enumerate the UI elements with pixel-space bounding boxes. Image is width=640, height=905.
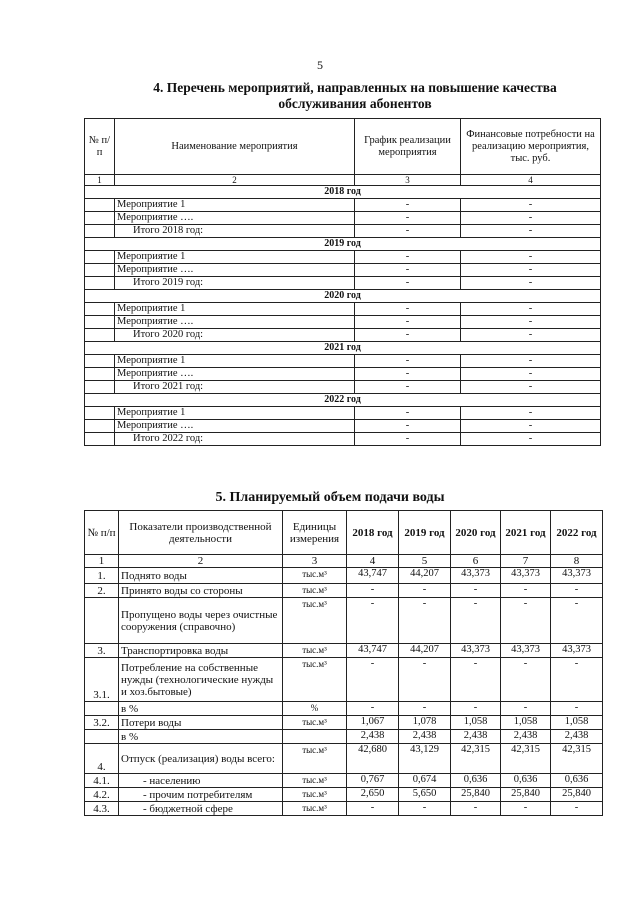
row-indicator: Отпуск (реализация) воды всего:	[119, 744, 283, 774]
measure-name: Итого 2020 год:	[115, 329, 355, 342]
colnum: 3	[355, 175, 461, 186]
colnum: 3	[283, 555, 347, 568]
measure-name: Итого 2022 год:	[115, 433, 355, 446]
row-unit	[283, 730, 347, 744]
measure-num	[85, 433, 115, 446]
measure-row	[85, 316, 601, 329]
measure-schedule: -	[355, 225, 461, 238]
row-indicator: - бюджетной сфере	[119, 802, 283, 816]
row-value: -	[451, 584, 501, 598]
supply-row	[85, 788, 603, 802]
supply-row	[85, 658, 603, 702]
header-finance: Финансовые потребности на реализацию мероприятия, тыс. руб.	[461, 119, 601, 175]
row-value: 43,373	[451, 568, 501, 584]
measure-name: Итого 2021 год:	[115, 381, 355, 394]
measure-row	[85, 264, 601, 277]
measure-row	[85, 407, 601, 420]
row-value: -	[399, 584, 451, 598]
row-num: 4.1.	[85, 774, 119, 788]
year-row	[85, 342, 601, 355]
header-2020: 2020 год	[451, 511, 501, 555]
supply-row	[85, 716, 603, 730]
measure-finance: -	[461, 381, 601, 394]
row-num: 1.	[85, 568, 119, 584]
row-value: 43,373	[501, 568, 551, 584]
row-value: 1,078	[399, 716, 451, 730]
measures-table	[84, 118, 601, 446]
measure-row	[85, 420, 601, 433]
colnum: 2	[119, 555, 283, 568]
supply-row	[85, 702, 603, 716]
measure-finance: -	[461, 433, 601, 446]
row-value: -	[551, 702, 603, 716]
header-2022: 2022 год	[551, 511, 603, 555]
measure-name: Итого 2018 год:	[115, 225, 355, 238]
row-value: 2,438	[501, 730, 551, 744]
measure-num	[85, 212, 115, 225]
row-num: 3.1.	[85, 658, 119, 702]
measure-schedule: -	[355, 381, 461, 394]
header-2018: 2018 год	[347, 511, 399, 555]
row-unit: тыс.м³	[283, 774, 347, 788]
row-indicator: Поднято воды	[119, 568, 283, 584]
header-unit: Единицы измерения	[283, 511, 347, 555]
row-unit: тыс.м³	[283, 568, 347, 584]
row-value: -	[347, 702, 399, 716]
measure-name: Итого 2019 год:	[115, 277, 355, 290]
measure-finance: -	[461, 251, 601, 264]
measure-name: Мероприятие 1	[115, 251, 355, 264]
row-unit: тыс.м³	[283, 802, 347, 816]
measure-name: Мероприятие ….	[115, 264, 355, 277]
measure-schedule: -	[355, 433, 461, 446]
measure-num	[85, 420, 115, 433]
year-label: 2021 год	[85, 342, 601, 355]
row-value: -	[501, 584, 551, 598]
colnum: 2	[115, 175, 355, 186]
row-value: -	[347, 598, 399, 644]
row-indicator: в %	[119, 730, 283, 744]
measure-schedule: -	[355, 212, 461, 225]
row-value: 43,373	[551, 644, 603, 658]
row-value: -	[501, 598, 551, 644]
supply-row	[85, 644, 603, 658]
measure-row	[85, 199, 601, 212]
colnum: 4	[347, 555, 399, 568]
row-value: 2,650	[347, 788, 399, 802]
measure-finance: -	[461, 264, 601, 277]
row-value: -	[399, 802, 451, 816]
row-value: -	[451, 702, 501, 716]
colnum: 5	[399, 555, 451, 568]
measure-name: Мероприятие 1	[115, 407, 355, 420]
supply-row	[85, 584, 603, 598]
row-value: -	[551, 598, 603, 644]
row-value: 25,840	[501, 788, 551, 802]
row-value: 0,767	[347, 774, 399, 788]
row-indicator: Пропущено воды через очистные сооружения (справочно)	[119, 598, 283, 644]
row-value: -	[451, 598, 501, 644]
measure-name: Мероприятие ….	[115, 316, 355, 329]
measure-schedule: -	[355, 420, 461, 433]
row-value: 0,636	[451, 774, 501, 788]
year-label: 2019 год	[85, 238, 601, 251]
supply-row	[85, 802, 603, 816]
supply-header-row	[85, 511, 603, 555]
measure-row	[85, 381, 601, 394]
row-num: 3.2.	[85, 716, 119, 730]
row-value: 0,636	[501, 774, 551, 788]
measure-name: Мероприятие 1	[115, 303, 355, 316]
supply-row	[85, 730, 603, 744]
year-row	[85, 186, 601, 199]
row-indicator: в %	[119, 702, 283, 716]
row-value: -	[501, 702, 551, 716]
row-value: -	[399, 702, 451, 716]
row-indicator: Потребление на собственные нужды (технологические нужды и хоз.бытовые)	[119, 658, 283, 702]
measure-row	[85, 225, 601, 238]
measure-finance: -	[461, 225, 601, 238]
row-value: 2,438	[551, 730, 603, 744]
measure-finance: -	[461, 303, 601, 316]
colnum: 1	[85, 555, 119, 568]
measure-num	[85, 407, 115, 420]
row-unit: тыс.м³	[283, 644, 347, 658]
measure-schedule: -	[355, 407, 461, 420]
year-label: 2018 год	[85, 186, 601, 199]
measure-num	[85, 251, 115, 264]
year-row	[85, 290, 601, 303]
measure-num	[85, 264, 115, 277]
row-indicator: - прочим потребителям	[119, 788, 283, 802]
row-value: -	[551, 584, 603, 598]
row-value: -	[451, 802, 501, 816]
row-value: 0,674	[399, 774, 451, 788]
row-value: -	[347, 584, 399, 598]
row-value: -	[399, 598, 451, 644]
row-unit: тыс.м³	[283, 744, 347, 774]
measure-row	[85, 355, 601, 368]
measure-schedule: -	[355, 264, 461, 277]
supply-colnum-row	[85, 555, 603, 568]
measure-finance: -	[461, 355, 601, 368]
row-value: 1,058	[451, 716, 501, 730]
row-num: 4.	[85, 744, 119, 774]
row-value: 43,373	[451, 644, 501, 658]
measure-row	[85, 212, 601, 225]
row-value: 1,058	[551, 716, 603, 730]
measure-schedule: -	[355, 329, 461, 342]
measure-num	[85, 381, 115, 394]
year-label: 2022 год	[85, 394, 601, 407]
measure-num	[85, 368, 115, 381]
measures-header-row	[85, 119, 601, 175]
section5-title: 5. Планируемый объем подачи воды	[215, 490, 445, 505]
row-unit: тыс.м³	[283, 788, 347, 802]
header-num: № п/п	[85, 119, 115, 175]
measure-schedule: -	[355, 368, 461, 381]
row-num	[85, 702, 119, 716]
row-value: 43,373	[551, 568, 603, 584]
measure-num	[85, 199, 115, 212]
measure-finance: -	[461, 199, 601, 212]
row-value: 42,315	[451, 744, 501, 774]
measure-num	[85, 303, 115, 316]
measure-schedule: -	[355, 251, 461, 264]
colnum: 7	[501, 555, 551, 568]
header-indicator: Показатели производственной деятельности	[119, 511, 283, 555]
row-value: 1,058	[501, 716, 551, 730]
measure-row	[85, 433, 601, 446]
row-value: 42,315	[551, 744, 603, 774]
row-value: -	[399, 658, 451, 702]
row-num: 3.	[85, 644, 119, 658]
measure-finance: -	[461, 316, 601, 329]
measure-schedule: -	[355, 277, 461, 290]
measure-row	[85, 277, 601, 290]
row-value: 43,129	[399, 744, 451, 774]
row-num: 2.	[85, 584, 119, 598]
supply-row	[85, 568, 603, 584]
row-value: 0,636	[551, 774, 603, 788]
row-value: 5,650	[399, 788, 451, 802]
colnum: 6	[451, 555, 501, 568]
measure-num	[85, 225, 115, 238]
measure-name: Мероприятие 1	[115, 199, 355, 212]
supply-row	[85, 774, 603, 788]
measure-name: Мероприятие ….	[115, 368, 355, 381]
colnum: 8	[551, 555, 603, 568]
row-value: 25,840	[551, 788, 603, 802]
section4-title: 4. Перечень мероприятий, направленных на повышение качества обслуживания абонентов	[153, 80, 557, 111]
measure-row	[85, 251, 601, 264]
measure-num	[85, 329, 115, 342]
supply-row	[85, 598, 603, 644]
measure-schedule: -	[355, 199, 461, 212]
measure-schedule: -	[355, 355, 461, 368]
measure-finance: -	[461, 407, 601, 420]
year-row	[85, 394, 601, 407]
measure-name: Мероприятие ….	[115, 420, 355, 433]
row-unit: тыс.м³	[283, 584, 347, 598]
measure-finance: -	[461, 277, 601, 290]
measure-finance: -	[461, 368, 601, 381]
measure-num	[85, 355, 115, 368]
row-value: -	[347, 802, 399, 816]
row-indicator: Потери воды	[119, 716, 283, 730]
row-value: -	[551, 658, 603, 702]
colnum: 4	[461, 175, 601, 186]
row-value: 42,680	[347, 744, 399, 774]
row-value: 25,840	[451, 788, 501, 802]
row-value: 43,747	[347, 568, 399, 584]
row-indicator: - населению	[119, 774, 283, 788]
row-unit: тыс.м³	[283, 716, 347, 730]
row-indicator: Принято воды со стороны	[119, 584, 283, 598]
row-value: 42,315	[501, 744, 551, 774]
row-value: 2,438	[451, 730, 501, 744]
measure-name: Мероприятие 1	[115, 355, 355, 368]
row-value: 43,747	[347, 644, 399, 658]
colnum: 1	[85, 175, 115, 186]
water-supply-table	[84, 510, 603, 816]
measure-finance: -	[461, 329, 601, 342]
header-num: № п/п	[85, 511, 119, 555]
row-num: 4.3.	[85, 802, 119, 816]
supply-row	[85, 744, 603, 774]
page-number: 5	[317, 58, 323, 72]
row-unit: %	[283, 702, 347, 716]
measure-finance: -	[461, 212, 601, 225]
measure-row	[85, 303, 601, 316]
row-indicator: Транспортировка воды	[119, 644, 283, 658]
measures-colnum-row	[85, 175, 601, 186]
year-row	[85, 238, 601, 251]
row-value: 44,207	[399, 568, 451, 584]
header-schedule: График реализации мероприятия	[355, 119, 461, 175]
row-unit: тыс.м³	[283, 598, 347, 644]
row-value: -	[451, 658, 501, 702]
header-name: Наименование мероприятия	[115, 119, 355, 175]
measure-row	[85, 368, 601, 381]
measure-num	[85, 277, 115, 290]
measure-schedule: -	[355, 303, 461, 316]
row-value: 1,067	[347, 716, 399, 730]
row-value: -	[501, 658, 551, 702]
header-2019: 2019 год	[399, 511, 451, 555]
measure-row	[85, 329, 601, 342]
measure-name: Мероприятие ….	[115, 212, 355, 225]
measure-schedule: -	[355, 316, 461, 329]
measure-finance: -	[461, 420, 601, 433]
row-unit: тыс.м³	[283, 658, 347, 702]
row-value: 43,373	[501, 644, 551, 658]
row-value: 2,438	[347, 730, 399, 744]
row-value: -	[551, 802, 603, 816]
row-num: 4.2.	[85, 788, 119, 802]
row-value: 2,438	[399, 730, 451, 744]
row-num	[85, 598, 119, 644]
row-value: 44,207	[399, 644, 451, 658]
measure-num	[85, 316, 115, 329]
row-value: -	[501, 802, 551, 816]
header-2021: 2021 год	[501, 511, 551, 555]
year-label: 2020 год	[85, 290, 601, 303]
row-num	[85, 730, 119, 744]
row-value: -	[347, 658, 399, 702]
